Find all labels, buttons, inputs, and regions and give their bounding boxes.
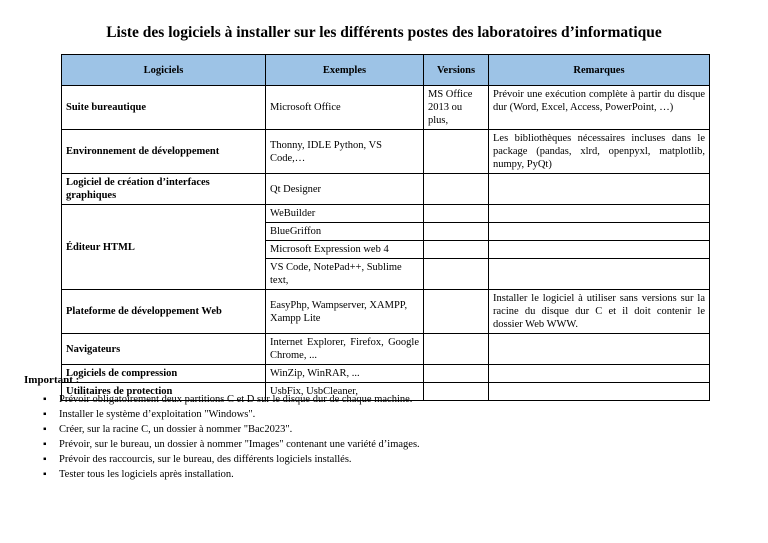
category-cell: Logiciel de création d’interfaces graphiques [62,174,266,205]
versions-cell [424,205,489,223]
remarks-cell [489,205,710,223]
remarks-cell [489,334,710,365]
remarks-cell [489,241,710,259]
versions-cell: MS Office 2013 ou plus, [424,86,489,130]
examples-cell: Thonny, IDLE Python, VS Code,… [266,130,424,174]
table-row [62,86,710,130]
remarks-cell [489,223,710,241]
table-row [62,205,710,223]
versions-cell [424,174,489,205]
list-item: ▪ Prévoir obligatoirement deux partitions C et D sur le disque dur de chaque machine. [43,392,743,407]
versions-cell [424,290,489,334]
examples-cell: Qt Designer [266,174,424,205]
remarks-cell [489,290,710,334]
versions-cell [424,223,489,241]
remarks-text: Installer le logiciel à utiliser sans versions sur la racine du disque dur C et il doit contenir le dossier Web WWW. [493,293,705,330]
list-item: ▪ Prévoir, sur le bureau, un dossier à nommer "Images" contenant une variété d’images. [43,437,743,452]
header-versions: Versions [424,55,489,86]
header-logiciels: Logiciels [62,55,266,86]
category-cell: Logiciels de compression [62,365,266,383]
software-table [61,54,710,401]
versions-cell [424,241,489,259]
examples-cell: UsbFix, UsbCleaner, [266,383,424,401]
notes-list [43,392,743,482]
table-row [62,290,710,334]
examples-cell: Microsoft Expression web 4 [266,241,424,259]
remarks-cell [489,365,710,383]
remarks-cell: Prévoir une exécution complète à partir du disque dur (Word, Excel, Access, PowerPoint, …) [489,86,710,130]
examples-cell: WeBuilder [266,205,424,223]
list-item: ▪ Installer le système d’exploitation "Windows". [43,407,743,422]
category-cell: Suite bureautique [62,86,266,130]
examples-cell: Microsoft Office [266,86,424,130]
versions-cell [424,365,489,383]
examples-cell: EasyPhp, Wampserver, XAMPP, Xampp Lite [266,290,424,334]
versions-cell [424,130,489,174]
header-exemples: Exemples [266,55,424,86]
remarks-cell [489,174,710,205]
page-title: Liste des logiciels à installer sur les différents postes des laboratoires d’informatique [106,24,662,41]
header-remarques: Remarques [489,55,710,86]
examples-cell: WinZip, WinRAR, ... [266,365,424,383]
remarks-cell [489,259,710,290]
examples-cell: BlueGriffon [266,223,424,241]
list-item: ▪ Prévoir des raccourcis, sur le bureau, des différents logiciels installés. [43,452,743,467]
table-row [62,365,710,383]
versions-cell [424,334,489,365]
category-cell: Navigateurs [62,334,266,365]
examples-cell: Internet Explorer, Firefox, Google Chrome, ... [266,334,424,365]
table-header-row [62,55,710,86]
category-cell: Utilitaires de protection [62,383,266,401]
table-row [62,130,710,174]
table-row [62,334,710,365]
table-row [62,174,710,205]
versions-cell [424,259,489,290]
list-item: ▪ Tester tous les logiciels après installation. [43,467,743,482]
remarks-cell: Les bibliothèques nécessaires incluses dans le package (pandas, xlrd, openpyxl, matplotlib, numpy, PyQt) [489,130,710,174]
important-heading: Important : [24,374,80,386]
category-cell: Éditeur HTML [62,205,266,290]
examples-cell: VS Code, NotePad++, Sublime text, [266,259,424,290]
list-item: ▪ Créer, sur la racine C, un dossier à nommer "Bac2023". [43,422,743,437]
category-cell: Environnement de développement [62,130,266,174]
category-cell: Plateforme de développement Web [62,290,266,334]
